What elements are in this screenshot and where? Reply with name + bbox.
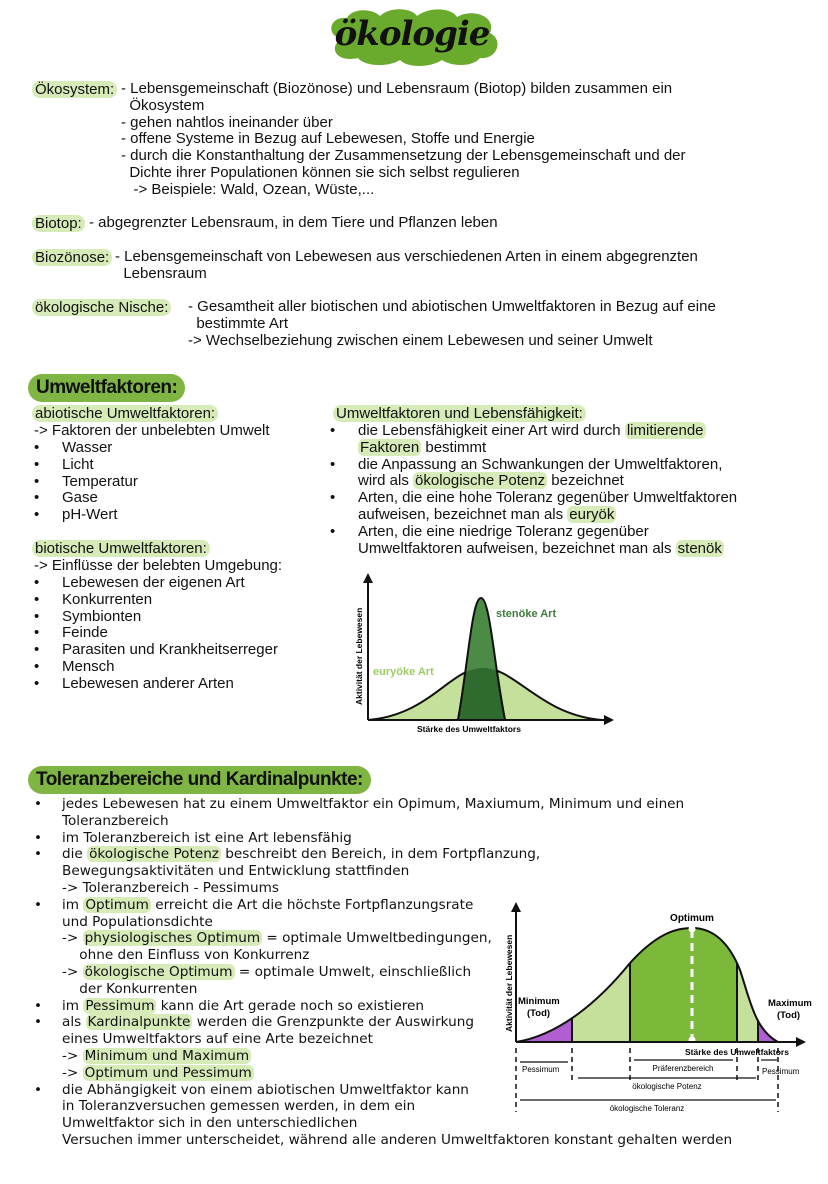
- term-biozoenose: Biozönose:: [32, 249, 112, 266]
- term-oekosystem: Ökosystem:: [32, 81, 117, 98]
- text-segment: im Toleranzbereich ist eine Art lebensfähig: [62, 829, 352, 846]
- text-line: - Gesamtheit aller biotischen und abiotischen Umweltfaktoren in Bezug auf eine: [188, 298, 716, 315]
- list-item-text: Parasiten und Krankheitserreger: [62, 641, 278, 659]
- text-line: - Lebensgemeinschaft (Biozönose) und Lebensraum (Biotop) bilden zusammen ein: [121, 80, 673, 97]
- bullet-icon: •: [34, 439, 40, 456]
- text-line: [330, 422, 737, 440]
- list-item: [34, 590, 278, 609]
- highlighted-term: Minimum und Maximum: [84, 1047, 250, 1064]
- bullet-icon: •: [330, 522, 336, 540]
- text-segment: ->: [62, 963, 83, 980]
- list-item-text: Wasser: [62, 439, 113, 456]
- praeferenz-label: Präferenzbereich: [652, 1064, 714, 1073]
- highlighted-term: limitierende: [626, 422, 704, 439]
- term-biotop: Biotop:: [32, 215, 85, 232]
- list-item: [34, 439, 138, 457]
- maximum-label: Maximum: [768, 998, 812, 1009]
- text-segment: ->: [62, 1064, 83, 1081]
- text-segment: Umweltfaktoren aufweisen, bezeichnet man als: [358, 539, 676, 557]
- text-segment: und Populationsdichte: [62, 913, 213, 930]
- bullet-icon: •: [34, 829, 43, 846]
- def-oekosystem: [121, 81, 686, 199]
- text-line: - Lebensgemeinschaft von Lebewesen aus verschiedenen Arten in einem abgegrenzten: [115, 248, 698, 265]
- bullet-icon: •: [34, 796, 43, 812]
- list-item-text: Gase: [62, 489, 98, 507]
- text-segment: bestimmt: [421, 438, 487, 456]
- text-line: [62, 1132, 732, 1149]
- bullet-icon: •: [34, 1014, 43, 1031]
- highlighted-term: Optimum und Pessimum: [84, 1064, 252, 1081]
- page-title: ökologie: [334, 14, 490, 54]
- bullet-icon: •: [330, 455, 336, 473]
- def-biozoenose: [115, 249, 698, 283]
- text-line: -> Beispiele: Wald, Ozean, Wüste,...: [121, 180, 375, 198]
- text-line: [330, 489, 738, 507]
- list-item-text: Lebewesen anderer Arten: [62, 674, 234, 692]
- x-axis-label: Stärke des Umweltfaktors: [417, 724, 521, 734]
- biotic-intro: -> Einflüsse der belebten Umgebung:: [34, 557, 283, 574]
- text-line: Dichte ihrer Populationen können sie sich selbst regulieren: [121, 163, 520, 181]
- list-item: [34, 624, 278, 642]
- toleranz-diagram: [500, 900, 820, 1120]
- bullet-icon: •: [34, 641, 40, 659]
- text-line: - offene Systeme in Bezug auf Lebewesen, Stoffe und Energie: [121, 130, 535, 148]
- minimum-tod-label: (Tod): [527, 1008, 551, 1019]
- potenz-label: ökologische Potenz: [632, 1082, 702, 1091]
- text-segment: beschreibt den Bereich, in dem Fortpflanzung,: [220, 846, 541, 863]
- text-segment: Arten, die eine hohe Toleranz gegenüber Umweltfaktoren: [358, 489, 738, 507]
- pessimum-left-label: Pessimum: [522, 1065, 560, 1074]
- def-biotop: [89, 215, 498, 232]
- text-segment: ->: [62, 1047, 83, 1064]
- bullet-icon: •: [34, 846, 43, 863]
- text-segment: der Konkurrenten: [62, 980, 198, 997]
- optimum-label: Optimum: [670, 913, 714, 924]
- highlighted-term: Faktoren: [360, 438, 420, 456]
- pessimum-right-area: [758, 900, 778, 1042]
- highlighted-term: physiologisches Optimum: [84, 930, 261, 947]
- section-heading-toleranz: Toleranzbereiche und Kardinalpunkte:: [28, 766, 371, 794]
- text-segment: jedes Lebewesen hat zu einem Umweltfaktor ein Opimum, Maxiumum, Minimum und einen: [62, 796, 685, 812]
- list-item-text: Lebewesen der eigenen Art: [62, 574, 245, 591]
- text-segment: die Lebensfähigkeit einer Art wird durch: [358, 422, 625, 439]
- text-line: - durch die Konstanthaltung der Zusammensetzung der Lebensgemeinschaft und der: [121, 147, 686, 165]
- list-item: [34, 506, 138, 524]
- text-segment: Toleranzbereich: [62, 812, 169, 829]
- def-nische: [188, 299, 716, 349]
- potenz-left-area: [572, 900, 630, 1042]
- highlighted-term: euryök: [569, 505, 615, 523]
- bullet-icon: •: [34, 489, 40, 507]
- list-item-text: Temperatur: [62, 472, 138, 490]
- x-axis-label: Stärke des Umweltfaktors: [685, 1047, 789, 1057]
- maximum-tod-label: (Tod): [777, 1010, 801, 1021]
- text-line: [358, 507, 737, 524]
- pessimum-left-area: [516, 900, 572, 1042]
- text-line: - gehen nahtlos ineinander über: [121, 113, 333, 131]
- text-line: [34, 846, 732, 863]
- bullet-icon: •: [34, 674, 40, 692]
- list-item-text: Licht: [62, 455, 94, 473]
- list-item-text: Konkurrenten: [62, 590, 153, 608]
- text-segment: eines Umweltfaktors auf eine Arte bezeichnet: [62, 1031, 373, 1048]
- text-line: - abgegrenzter Lebensraum, in dem Tiere und Pflanzen leben: [89, 214, 498, 231]
- text-line: bestimmte Art: [188, 314, 289, 332]
- stenoek-label: stenöke Art: [496, 608, 557, 620]
- text-segment: erreicht die Art die höchste Fortpflanzungsrate: [150, 896, 474, 913]
- title-banner: [322, 8, 502, 66]
- highlighted-term: ökologische Optimum: [84, 963, 233, 980]
- bullet-icon: •: [34, 896, 43, 913]
- term-nische: ökologische Nische:: [32, 299, 171, 316]
- text-segment: werden die Grenzpunkte der Auswirkung: [192, 1014, 474, 1031]
- text-segment: Bewegungsaktivitäten und Entwicklung stattfinden: [62, 863, 410, 880]
- text-segment: Arten, die eine niedrige Toleranz gegenüber: [358, 522, 649, 540]
- bullet-icon: •: [34, 657, 40, 675]
- text-segment: = optimale Umweltbedingungen,: [262, 930, 492, 947]
- text-segment: im: [62, 896, 84, 913]
- text-line: [358, 440, 737, 457]
- text-segment: -> Toleranzbereich - Pessimums: [62, 879, 279, 896]
- list-item: [34, 607, 278, 626]
- bullet-icon: •: [34, 997, 43, 1014]
- section-heading-umweltfaktoren: Umweltfaktoren:: [28, 374, 185, 402]
- text-line: [358, 473, 737, 490]
- text-line: [34, 829, 732, 847]
- euryoek-label: euryöke Art: [373, 666, 434, 678]
- text-segment: wird als: [358, 472, 414, 490]
- highlighted-term: ökologische Potenz: [415, 472, 546, 490]
- list-item-text: Feinde: [62, 624, 108, 642]
- euryoek-stenoek-diagram: [340, 565, 620, 740]
- list-item: [34, 472, 138, 491]
- list-item: [34, 657, 278, 676]
- text-line: [62, 863, 732, 880]
- text-segment: in Toleranzversuchen gemessen werden, in dem ein: [62, 1098, 416, 1115]
- list-item-text: Mensch: [62, 657, 115, 675]
- list-item: [34, 641, 278, 659]
- text-line: Ökosystem: [121, 96, 205, 114]
- text-line: [358, 541, 737, 558]
- faehigkeit-list: [330, 422, 738, 557]
- text-line: [34, 796, 732, 813]
- list-item: [34, 674, 278, 693]
- highlighted-term: stenök: [677, 539, 722, 557]
- text-line: [62, 813, 732, 830]
- biotic-list: [34, 574, 278, 693]
- text-segment: ohne den Einfluss von Konkurrenz: [62, 947, 310, 964]
- highlighted-term: Kardinalpunkte: [87, 1014, 191, 1031]
- list-item-text: pH-Wert: [62, 506, 118, 524]
- biotic-heading: biotische Umweltfaktoren:: [32, 540, 210, 557]
- bullet-icon: •: [330, 489, 336, 507]
- text-segment: im: [62, 997, 84, 1014]
- y-axis-arrow: [363, 573, 373, 583]
- x-axis-arrow: [604, 715, 614, 725]
- text-segment: die: [62, 846, 88, 863]
- text-line: [330, 455, 737, 474]
- text-segment: als: [62, 1014, 86, 1031]
- highlighted-term: Pessimum: [85, 997, 155, 1014]
- list-item: [34, 455, 138, 474]
- text-segment: = optimale Umwelt, einschließlich: [234, 963, 472, 980]
- bullet-icon: •: [34, 574, 40, 591]
- abiotic-list: [34, 439, 138, 524]
- list-item: [34, 489, 138, 507]
- text-segment: kann die Art gerade noch so existieren: [156, 997, 424, 1014]
- bullet-icon: •: [34, 506, 40, 524]
- bullet-icon: •: [34, 607, 40, 625]
- text-segment: Versuchen immer unterscheidet, während alle anderen Umweltfaktoren konstant gehalten werden: [62, 1131, 733, 1148]
- text-line: Lebensraum: [115, 264, 207, 282]
- text-segment: ->: [62, 930, 83, 947]
- faehigkeit-heading: Umweltfaktoren und Lebensfähigkeit:: [333, 405, 586, 422]
- abiotic-intro: -> Faktoren der unbelebten Umwelt: [34, 422, 270, 439]
- pessimum-right-label: Pessimum: [762, 1067, 800, 1076]
- toleranz-label: ökologische Toleranz: [609, 1104, 685, 1113]
- text-segment: die Abhängigkeit von einem abiotischen Umweltfaktor kann: [62, 1081, 469, 1098]
- bullet-icon: •: [34, 455, 40, 473]
- highlighted-term: ökologische Potenz: [89, 846, 219, 863]
- text-segment: bezeichnet: [547, 472, 624, 490]
- text-segment: aufweisen, bezeichnet man als: [358, 505, 568, 523]
- text-line: -> Wechselbeziehung zwischen einem Lebewesen und seiner Umwelt: [188, 331, 653, 349]
- minimum-label: Minimum: [518, 996, 560, 1007]
- y-axis-label: Aktivität der Lebewesen: [504, 934, 514, 1032]
- text-line: [330, 522, 737, 541]
- highlighted-term: Optimum: [85, 896, 149, 913]
- bullet-icon: •: [330, 422, 336, 439]
- bullet-icon: •: [34, 590, 40, 608]
- bullet-icon: •: [34, 472, 40, 490]
- text-line: [62, 880, 732, 897]
- bullet-icon: •: [34, 1081, 43, 1098]
- y-axis-label: Aktivität der Lebewesen: [354, 607, 364, 705]
- abiotic-heading: abiotische Umweltfaktoren:: [32, 405, 218, 422]
- bullet-icon: •: [34, 624, 40, 642]
- text-segment: die Anpassung an Schwankungen der Umweltfaktoren,: [358, 455, 723, 473]
- list-item: [34, 574, 278, 592]
- list-item-text: Symbionten: [62, 607, 142, 625]
- text-segment: Umweltfaktor sich in den unterschiedlichen: [62, 1115, 358, 1132]
